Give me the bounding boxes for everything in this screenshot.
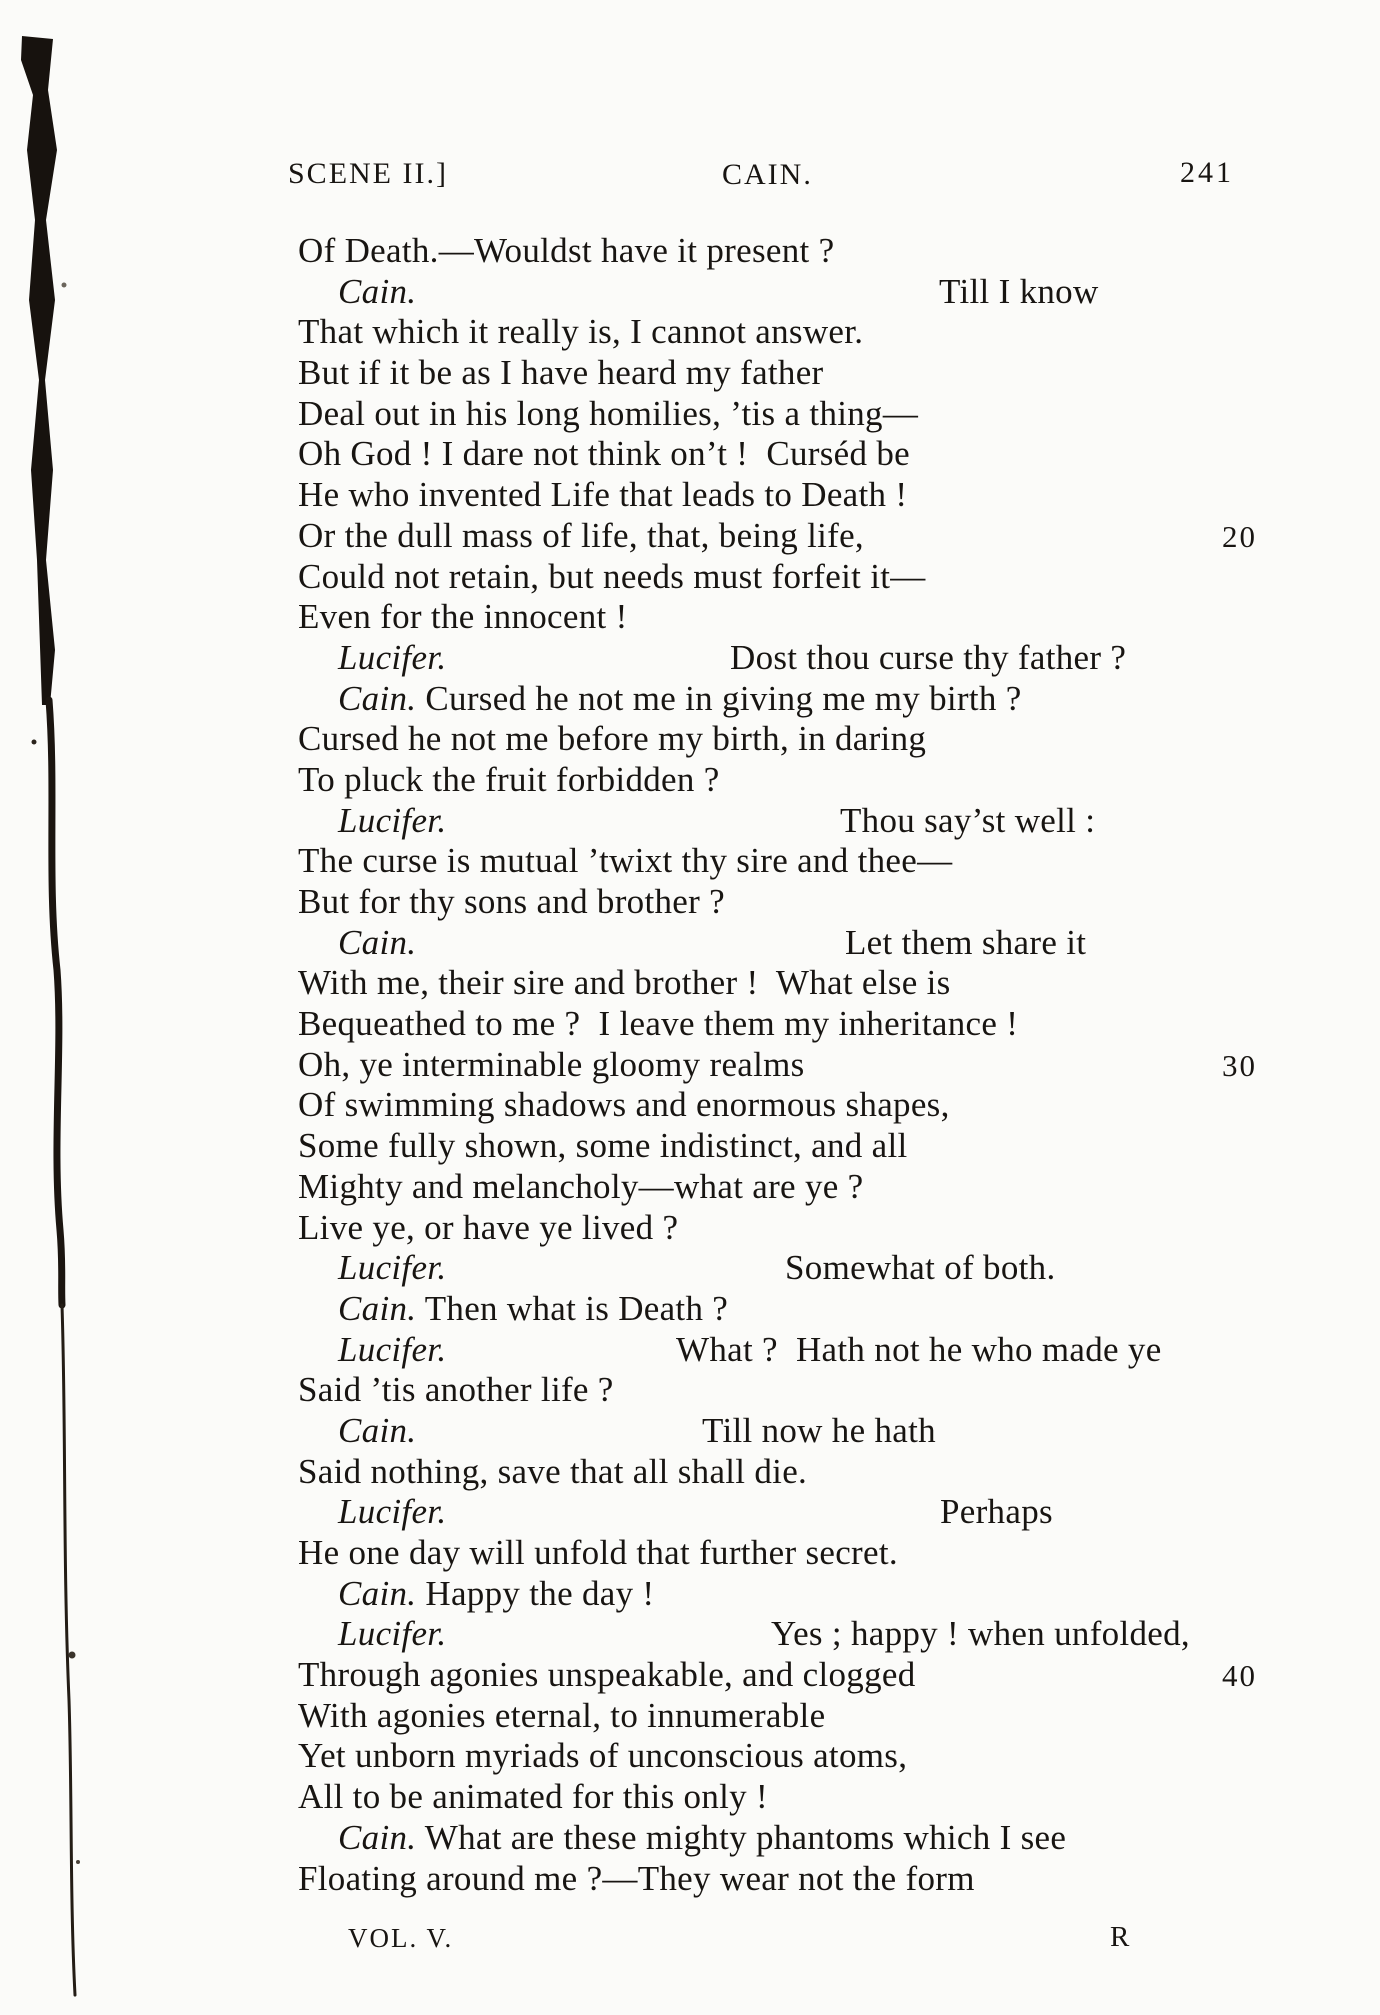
verse-line <box>298 760 1328 801</box>
verse-line <box>298 1004 1328 1045</box>
verse-line <box>298 1330 1328 1371</box>
verse-lines <box>298 231 1328 1899</box>
signature-mark: R <box>1110 1921 1132 1953</box>
speaker-name: Cain. <box>338 1573 417 1613</box>
verse-text: Cursed he not me before my birth, in daring <box>298 719 927 759</box>
verse-text: Said nothing, save that all shall die. <box>298 1451 808 1491</box>
speaker-name: Lucifer. <box>338 637 447 677</box>
verse-text: Could not retain, but needs must forfeit it— <box>298 556 926 596</box>
verse-line <box>298 597 1328 638</box>
verse-line <box>298 1696 1328 1737</box>
verse-text: He who invented Life that leads to Death ! <box>298 475 908 515</box>
verse-line <box>298 963 1328 1004</box>
verse-line <box>298 638 1328 679</box>
verse-text: Till now he hath <box>702 1410 936 1450</box>
verse-line <box>298 679 1328 720</box>
verse-text: Said ’tis another life ? <box>298 1370 614 1410</box>
verse-line <box>298 1289 1328 1330</box>
verse-line <box>298 1859 1328 1900</box>
verse-text: Thou say’st well : <box>840 800 1096 840</box>
verse-text: What are these mighty phantoms which I see <box>416 1817 1067 1857</box>
verse-line <box>298 434 1328 475</box>
verse-text: Oh God ! I dare not think on’t ! Curséd be <box>298 434 911 474</box>
verse-text: Or the dull mass of life, that, being life, <box>298 515 864 555</box>
line-number: 20 <box>1222 518 1257 554</box>
verse-line <box>298 1574 1328 1615</box>
verse-text: Some fully shown, some indistinct, and all <box>298 1126 908 1166</box>
verse-text: Of Death.—Wouldst have it present ? <box>298 231 835 270</box>
verse-text: But if it be as I have heard my father <box>298 353 824 393</box>
verse-line <box>298 1452 1328 1493</box>
verse-text: Yes ; happy ! when unfolded, <box>771 1614 1190 1654</box>
verse-text: But for thy sons and brother ? <box>298 882 725 921</box>
verse-text: Dost thou curse thy father ? <box>730 637 1127 677</box>
verse-line <box>298 1167 1328 1208</box>
speaker-name: Cain. <box>338 922 417 962</box>
speaker-name: Cain. <box>338 1410 417 1450</box>
page-number: 241 <box>1180 156 1234 189</box>
verse-line <box>298 394 1328 435</box>
scene-label: SCENE II.] <box>288 157 448 190</box>
verse-line <box>298 1533 1328 1574</box>
speaker-name: Lucifer. <box>338 1248 447 1288</box>
verse-text: Mighty and melancholy—what are ye ? <box>298 1166 864 1206</box>
verse-text: Live ye, or have ye lived ? <box>298 1207 679 1247</box>
verse-line <box>298 923 1328 964</box>
verse-text: Of swimming shadows and enormous shapes, <box>298 1085 950 1125</box>
verse-line <box>298 1736 1328 1777</box>
verse-text: Somewhat of both. <box>785 1248 1056 1288</box>
speaker-name: Cain. <box>338 1288 417 1328</box>
verse-line <box>298 719 1328 760</box>
running-title: CAIN. <box>722 158 813 191</box>
verse-line <box>298 1208 1328 1249</box>
verse-text: Happy the day ! <box>416 1573 655 1613</box>
speaker-name: Lucifer. <box>338 800 447 840</box>
speaker-name: Cain. <box>338 271 417 311</box>
verse-text: Deal out in his long homilies, ’tis a thing— <box>298 393 919 433</box>
verse-text: With agonies eternal, to innumerable <box>298 1695 826 1735</box>
verse-line <box>298 1045 1328 1086</box>
verse-text: Floating around me ?—They wear not the form <box>298 1858 975 1898</box>
verse-line <box>298 1085 1328 1126</box>
verse-line <box>298 353 1328 394</box>
speaker-name: Lucifer. <box>338 1329 447 1369</box>
verse-text: Yet unborn myriads of unconscious atoms, <box>298 1736 908 1776</box>
verse-text: All to be animated for this only ! <box>298 1777 768 1817</box>
verse-text: The curse is mutual ’twixt thy sire and thee— <box>298 841 953 881</box>
verse-line <box>298 272 1328 313</box>
verse-line <box>298 1492 1328 1533</box>
verse-text: That which it really is, I cannot answer. <box>298 312 864 352</box>
verse-line <box>298 1126 1328 1167</box>
verse-text: Through agonies unspeakable, and clogged <box>298 1655 916 1695</box>
verse-line <box>298 1818 1328 1859</box>
verse-line <box>298 557 1328 598</box>
verse-text: He one day will unfold that further secret. <box>298 1533 898 1572</box>
verse-text: Till I know <box>939 271 1099 311</box>
verse-text: With me, their sire and brother ! What else is <box>298 963 951 1003</box>
verse-text: Perhaps <box>940 1492 1053 1532</box>
verse-line <box>298 801 1328 842</box>
speaker-name: Lucifer. <box>338 1614 447 1654</box>
verse-text: What ? Hath not he who made ye <box>676 1329 1162 1369</box>
verse-line <box>298 312 1328 353</box>
speaker-name: Cain. <box>338 678 417 718</box>
line-number: 30 <box>1222 1047 1257 1083</box>
verse-line <box>298 1370 1328 1411</box>
speaker-name: Lucifer. <box>338 1492 447 1532</box>
verse-text: Even for the innocent ! <box>298 597 628 637</box>
verse-text: To pluck the fruit forbidden ? <box>298 759 720 799</box>
verse-text: Then what is Death ? <box>416 1288 729 1328</box>
verse-line <box>298 1655 1328 1696</box>
verse-line <box>298 1411 1328 1452</box>
verse-text: Bequeathed to me ? I leave them my inheritance ! <box>298 1004 1019 1044</box>
line-number: 40 <box>1222 1658 1257 1694</box>
speaker-name: Cain. <box>338 1817 417 1857</box>
verse-line <box>298 1777 1328 1818</box>
volume-label: VOL. V. <box>348 1923 454 1953</box>
verse-line <box>298 231 1328 272</box>
verse-line <box>298 516 1328 557</box>
verse-text: Cursed he not me in giving me my birth ? <box>416 678 1022 718</box>
verse-line <box>298 1614 1328 1655</box>
scan-gutter-artifact <box>0 0 130 2015</box>
verse-line <box>298 882 1328 923</box>
verse-line <box>298 475 1328 516</box>
verse-text: Let them share it <box>845 922 1087 962</box>
verse-text: Oh, ye interminable gloomy realms <box>298 1044 805 1084</box>
verse-line <box>298 841 1328 882</box>
verse-line <box>298 1248 1328 1289</box>
